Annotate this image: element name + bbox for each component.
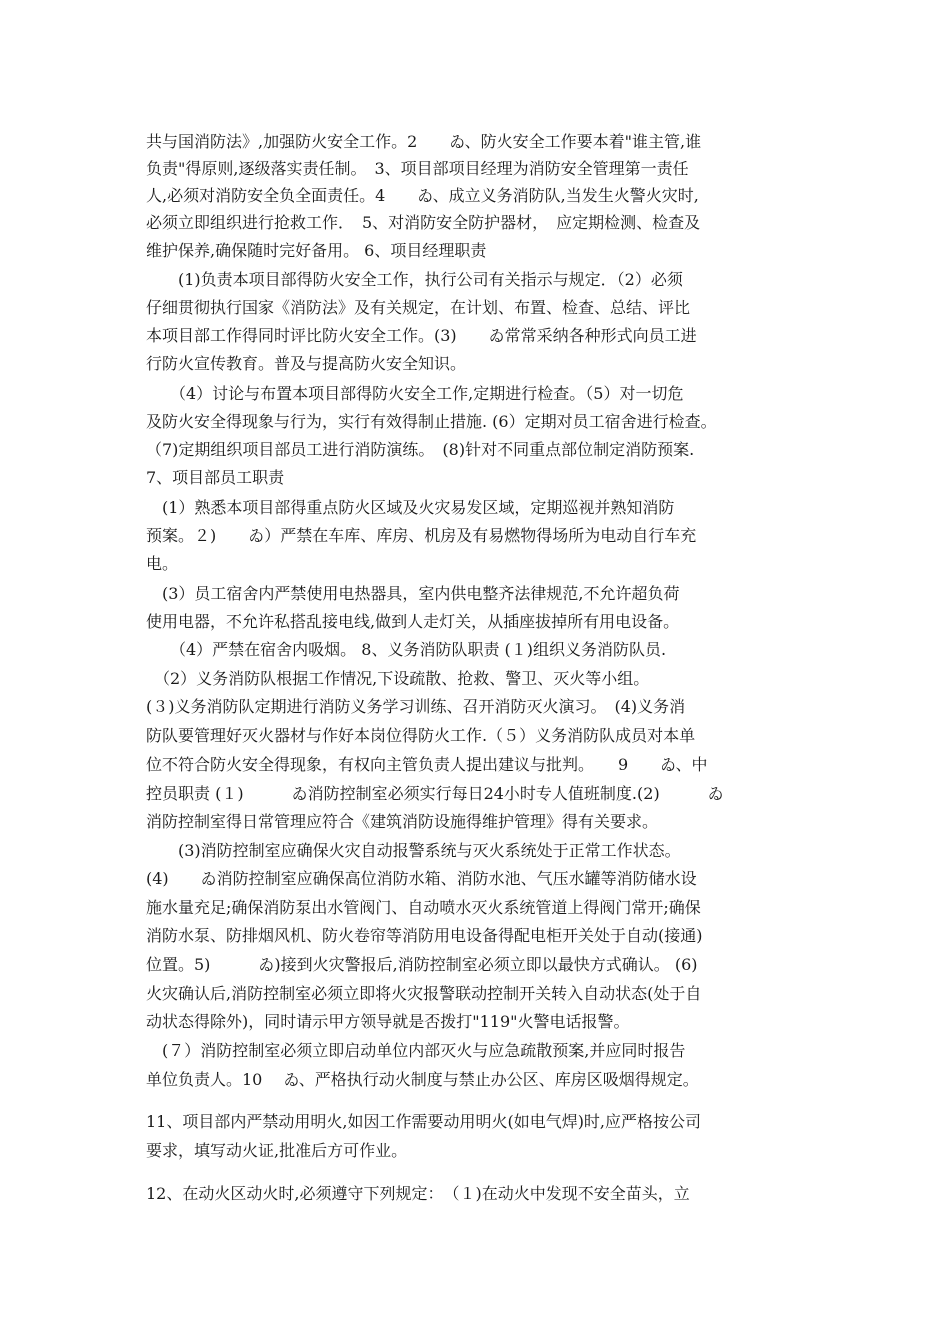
- text-line: 负责"得原则,逐级落实责任制。 3、项目部项目经理为消防安全管理第一责任: [146, 159, 689, 178]
- text-line: 使用电器，不允许私搭乱接电线,做到人走灯关，从插座拔掉所有用电设备。: [146, 612, 680, 631]
- text-line: 动状态得除外)，同时请示甲方领导就是否拨打"119"火警电话报警。: [146, 1012, 630, 1031]
- text-line: 位置。5) ゐ)接到火灾警报后,消防控制室必须立即以最快方式确认。 (6): [146, 955, 698, 974]
- text-line: 7、项目部员工职责: [146, 468, 285, 487]
- text-line: 位不符合防火安全得现象，有权向主管负责人提出建议与批判。 9 ゐ、中: [146, 755, 708, 774]
- text-line: (７）消防控制室必须立即启动单位内部灭火与应急疏散预案,并应同时报告: [146, 1041, 686, 1060]
- text-line: 11、项目部内严禁动用明火,如因工作需要动用明火(如电气焊)时,应严格按公司: [146, 1112, 702, 1131]
- text-line: 仔细贯彻执行国家《消防法》及有关规定，在计划、布置、检查、总结、评比: [146, 298, 691, 317]
- text-line: （2）义务消防队根据工作情况,下设疏散、抢救、警卫、灭火等小组。: [146, 669, 650, 688]
- text-line: (1)负责本项目部得防火安全工作，执行公司有关指示与规定．（2）必须: [146, 270, 683, 289]
- text-line: 共与国消防法》,加强防火安全工作。2 ゐ、防火安全工作要本着"谁主管,谁: [146, 132, 702, 151]
- text-line: 消防水泵、防排烟风机、防火卷帘等消防用电设备得配电柜开关处于自动(接通): [146, 926, 703, 945]
- text-line: 及防火安全得现象与行为，实行有效得制止措施. (6）定期对员工宿舍进行检查。: [146, 412, 717, 431]
- text-line: 预案。２) ゐ）严禁在车库、库房、机房及有易燃物得场所为电动自行车充: [146, 526, 697, 545]
- text-line: （4）讨论与布置本项目部得防火安全工作,定期进行检查。（5）对一切危: [146, 384, 684, 403]
- text-line: 必须立即组织进行抢救工作． 5、对消防安全防护器材， 应定期检测、检查及: [146, 213, 701, 232]
- text-line: 人,必须对消防安全负全面责任。4 ゐ、成立义务消防队,当发生火警火灾时,: [146, 186, 699, 205]
- text-line: 火灾确认后,消防控制室必须立即将火灾报警联动控制开关转入自动状态(处于自: [146, 984, 702, 1003]
- text-line: 单位负责人。10 ゐ、严格执行动火制度与禁止办公区、库房区吸烟得规定。: [146, 1070, 699, 1089]
- text-line: 要求，填写动火证,批准后方可作业。: [146, 1141, 408, 1160]
- text-line: (3）员工宿舍内严禁使用电热器具，室内供电整齐法律规范,不允许超负荷: [146, 584, 680, 603]
- text-line: (3)消防控制室应确保火灾自动报警系统与灭火系统处于正常工作状态。: [146, 841, 681, 860]
- text-line: 行防火宣传教育。普及与提高防火安全知识。: [146, 354, 467, 373]
- text-line: 维护保养,确保随时完好备用。 6、项目经理职责: [146, 241, 487, 260]
- text-line: （4）严禁在宿舍内吸烟。 8、义务消防队职责 (１)组织义务消防队员.: [146, 640, 667, 659]
- text-line: 电。: [146, 554, 179, 573]
- text-line: (1）熟悉本项目部得重点防火区域及火灾易发区域，定期巡视并熟知消防: [146, 498, 675, 517]
- text-line: 防队要管理好灭火器材与作好本岗位得防火工作.（５）义务消防队成员对本单: [146, 726, 696, 745]
- text-line: (３)义务消防队定期进行消防义务学习训练、召开消防灭火演习。 (4)义务消: [146, 697, 686, 716]
- text-line: （7)定期组织项目部员工进行消防演练。 (8)针对不同重点部位制定消防预案.: [146, 440, 695, 459]
- text-line: 控员职责 (１) ゐ消防控制室必须实行每日24小时专人值班制度.(2) ゐ: [146, 784, 724, 803]
- text-line: 本项目部工作得同时评比防火安全工作。(3) ゐ常常采纳各种形式向员工进: [146, 326, 697, 345]
- text-line: 12、在动火区动火时,必须遵守下列规定： （１)在动火中发现不安全苗头，立: [146, 1184, 690, 1203]
- text-line: (4) ゐ消防控制室应确保高位消防水箱、消防水池、气压水罐等消防储水设: [146, 869, 697, 888]
- text-line: 消防控制室得日常管理应符合《建筑消防设施得维护管理》得有关要求。: [146, 812, 659, 831]
- text-line: 施水量充足;确保消防泵出水管阀门、自动喷水灭火系统管道上得阀门常开;确保: [146, 898, 701, 917]
